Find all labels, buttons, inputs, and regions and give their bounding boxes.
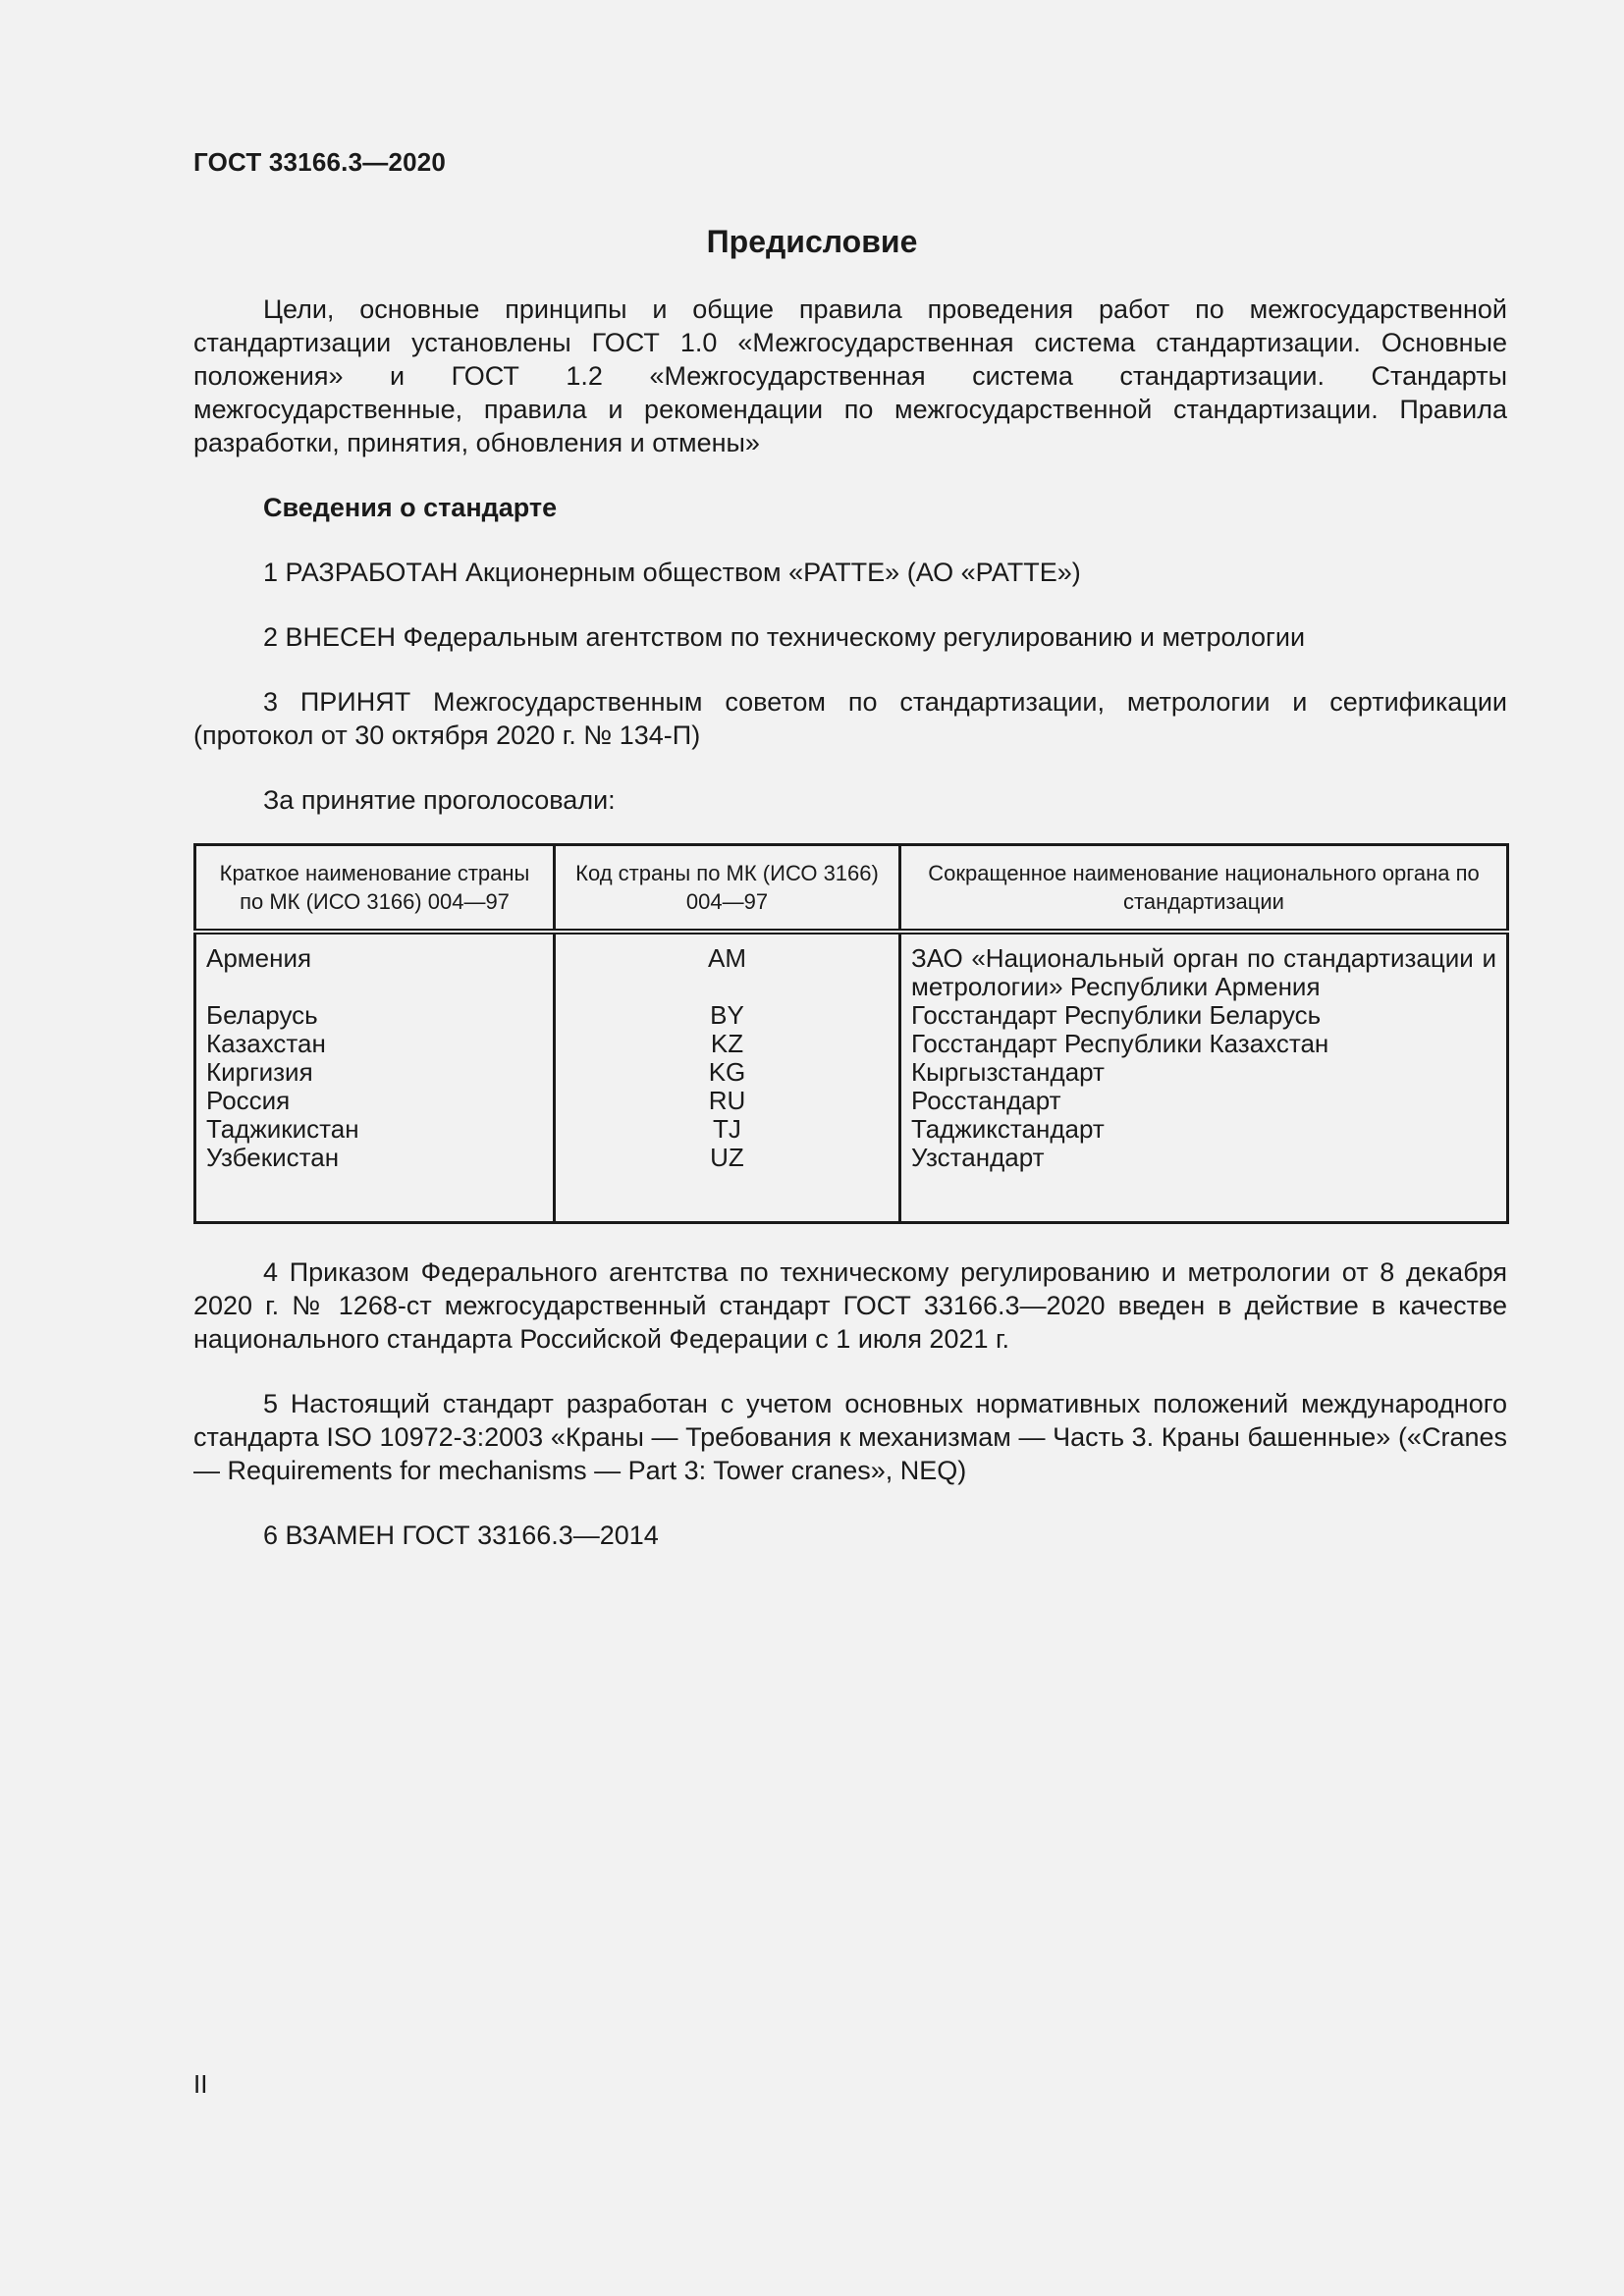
foreword-content: [193, 293, 1507, 1552]
header-country-name: Краткое наименование страны по МК (ИСО 3166) 004—97: [195, 845, 555, 933]
table-row: [195, 1144, 1508, 1223]
item-2-introduced: 2 ВНЕСЕН Федеральным агентством по техническому регулированию и метрологии: [263, 622, 1306, 652]
item-6-replaces: 6 ВЗАМЕН ГОСТ 33166.3—2014: [263, 1521, 659, 1550]
table-row: [195, 1030, 1508, 1058]
table-header-row: [195, 845, 1508, 933]
voting-countries-table: [193, 843, 1509, 1224]
cell-code: KZ: [555, 1030, 900, 1058]
item-1-developed: 1 РАЗРАБОТАН Акционерным обществом «РАТТЕ» (АО «РАТТЕ»): [263, 558, 1081, 587]
cell-code: KG: [555, 1058, 900, 1087]
cell-country: Узбекистан: [195, 1144, 555, 1223]
document-number-header: ГОСТ 33166.3—2020: [193, 147, 447, 177]
table-row: [195, 1001, 1508, 1030]
cell-country: Беларусь: [195, 1001, 555, 1030]
header-national-body: Сокращенное наименование национального органа по стандартизации: [900, 845, 1508, 933]
table-row: [195, 1115, 1508, 1144]
cell-code: AM: [555, 932, 900, 1001]
cell-code: UZ: [555, 1144, 900, 1223]
section-heading: Сведения о стандарте: [263, 493, 558, 522]
header-country-code: Код страны по МК (ИСО 3166) 004—97: [555, 845, 900, 933]
cell-body: Кыргызстандарт: [900, 1058, 1508, 1087]
table-row: [195, 1087, 1508, 1115]
intro-paragraph: Цели, основные принципы и общие правила проведения работ по межгосударственной стандартизации установлены ГОСТ 1.0 «Межгосударственная система стандартизации. Основные положения» и ГОСТ 1.2 «Межгосударственная система стандартизации. Стандарты межгосударственные, правила и рекомендации по межгосударственной стандартизации. Правила разработки, принятия, обновления и отмены»: [193, 294, 1507, 457]
table-row: [195, 1058, 1508, 1087]
cell-body: Узстандарт: [900, 1144, 1508, 1223]
item-4-order: 4 Приказом Федерального агентства по техническому регулированию и метрологии от 8 декабря 2020 г. № 1268-ст межгосударственный стандарт ГОСТ 33166.3—2020 введен в действие в качестве национального стандарта Российской Федерации с 1 июля 2021 г.: [193, 1257, 1507, 1354]
cell-country: Россия: [195, 1087, 555, 1115]
cell-country: Киргизия: [195, 1058, 555, 1087]
cell-body: Таджикстандарт: [900, 1115, 1508, 1144]
item-5-based-on: 5 Настоящий стандарт разработан с учетом основных нормативных положений международного стандарта ISO 10972-3:2003 «Краны — Требования к механизмам — Часть 3. Краны башенные» («Cranes — Requirements for mechanisms — Part 3: Tower cranes», NEQ): [193, 1389, 1507, 1485]
cell-body: Госстандарт Республики Казахстан: [900, 1030, 1508, 1058]
cell-country: Казахстан: [195, 1030, 555, 1058]
item-3-adopted: 3 ПРИНЯТ Межгосударственным советом по стандартизации, метрологии и сертификации (протокол от 30 октября 2020 г. № 134-П): [193, 687, 1507, 750]
page-title: Предисловие: [706, 224, 918, 259]
cell-country: Армения: [195, 932, 555, 1001]
cell-code: BY: [555, 1001, 900, 1030]
table-row: [195, 932, 1508, 1001]
page-number: II: [193, 2069, 208, 2099]
voted-label: За принятие проголосовали:: [263, 785, 616, 815]
cell-code: RU: [555, 1087, 900, 1115]
cell-code: TJ: [555, 1115, 900, 1144]
cell-body: Росстандарт: [900, 1087, 1508, 1115]
cell-country: Таджикистан: [195, 1115, 555, 1144]
cell-body: Госстандарт Республики Беларусь: [900, 1001, 1508, 1030]
cell-body: ЗАО «Национальный орган по стандартизации и метрологии» Республики Армения: [900, 932, 1508, 1001]
